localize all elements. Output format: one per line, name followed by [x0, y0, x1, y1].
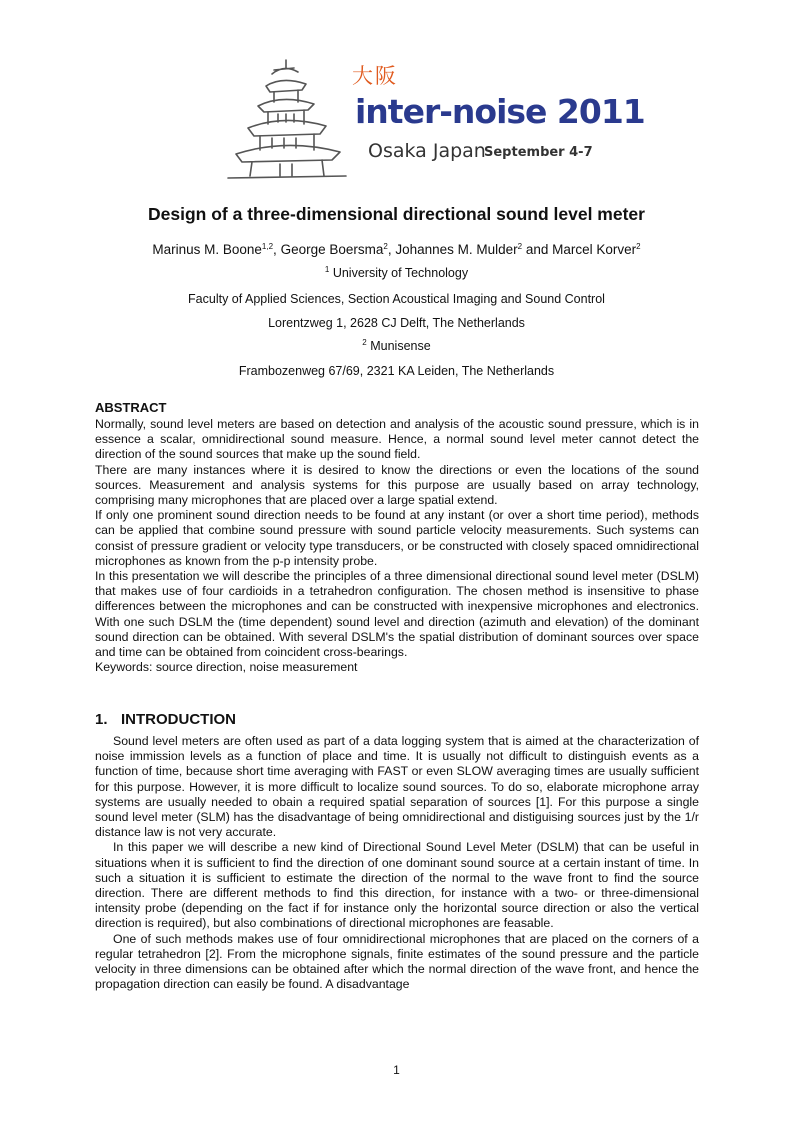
logo-kanji: 大阪 — [352, 64, 398, 88]
body-paragraph: Sound level meters are often used as part of a data logging system that is aimed at the characterization of noise immission levels as a function of place and time. It is usually not difficult to distinguish events as a function of time, because short time averaging with FAST or even SLOW averaging times are usually sufficient for this purpose. However, it is more difficult to localize sound sources. To do so, elaborate microphone array systems are usually needed to obain a required spatial separation of sources [1]. For this purpose a single sound level meter (SLM) has the disadvantage of being omnidirectional and distiguising sources just by the 1/r distance law is not very accurate. — [95, 734, 699, 840]
paper-title: Design of a three-dimensional directional sound level meter — [148, 204, 645, 224]
author-name: Marinus M. Boone — [152, 242, 262, 257]
affiliation-name: Munisense — [370, 339, 431, 353]
affiliation-1-address: Lorentzweg 1, 2628 CJ Delft, The Netherlands — [268, 316, 525, 330]
abstract-paragraph: Normally, sound level meters are based on detection and analysis of the acoustic sound pressure, which is in essence a scalar, omnidirectional sound measure. Hence, a normal sound level meter cannot detect the direction of the sound sources that make up the sound field. — [95, 417, 699, 462]
affiliation-1 — [0, 266, 793, 280]
page-number: 1 — [393, 1063, 400, 1077]
body-paragraph: One of such methods makes use of four omnidirectional microphones that are placed on the corners of a regular tetrahedron [2]. From the microphone signals, finite estimates of the sound pressure and the particle velocity in three dimensions can be obtained after which the normal direction of the wave front, and hence the propagation direction can easily be found. A disadvantage — [95, 931, 699, 992]
author-separator: , — [387, 242, 396, 257]
logo-place: Osaka Japan — [368, 140, 486, 162]
osaka-castle-icon — [222, 56, 352, 186]
conference-logo — [222, 56, 645, 186]
affiliation-1-department: Faculty of Applied Sciences, Section Acoustical Imaging and Sound Control — [188, 292, 605, 306]
section-heading-introduction — [95, 711, 236, 728]
abstract-heading: ABSTRACT — [95, 400, 167, 415]
keywords: Keywords: source direction, noise measurement — [95, 660, 358, 675]
logo-date: September 4-7 — [484, 145, 593, 160]
author-separator: and — [522, 242, 553, 257]
affiliation-2-address: Frambozenweg 67/69, 2321 KA Leiden, The Netherlands — [238, 364, 555, 378]
author-name: George Boersma — [280, 242, 384, 257]
logo-conference-name: inter-noise 2011 — [355, 92, 645, 131]
section-number: 1. — [95, 711, 108, 728]
abstract-paragraph: If only one prominent sound direction needs to be found at any instant (or over a short time period), methods can be applied that combine sound pressure with sound particle velocity measurements. Such systems can consist of pressure gradient or velocity type transducers, or be constructed with closely spaced omnidirectional microphones as known from the p-p intensity probe. — [95, 508, 699, 568]
abstract-paragraph: There are many instances where it is desired to know the directions or even the locations of the sound sources. Measurement and analysis systems for this purpose are usually based on array technology, comprising many microphones that are placed over a large spatial extend. — [95, 462, 699, 508]
author-affiliation-mark: 2 — [383, 242, 388, 251]
affiliation-name: University of Technology — [332, 266, 469, 280]
author-affiliation-mark: 1,2 — [261, 242, 274, 251]
introduction-body — [95, 734, 699, 992]
abstract-body — [95, 417, 699, 675]
affiliation-mark: 2 — [362, 338, 367, 347]
author-list — [0, 242, 793, 257]
author-name: Johannes M. Mulder — [395, 242, 518, 257]
section-title: INTRODUCTION — [121, 711, 236, 728]
author-separator: , — [273, 242, 281, 257]
author-affiliation-mark: 2 — [517, 242, 523, 251]
affiliation-2 — [0, 339, 793, 353]
body-paragraph: In this paper we will describe a new kind of Directional Sound Level Meter (DSLM) that can be useful in situations when it is sufficient to find the direction of one dominant sound source at a certain instant of time. In such a situation it is sufficient to estimate the direction of the normal to the wave front to find the source direction. There are different methods to find this direction, for instance with a two- or three-dimensional intensity probe (depending on the fact if for instance only the horizontal source direction or also the vertical direction is required), but also combinations of directional microphones are feasable. — [95, 840, 699, 931]
author-affiliation-mark: 2 — [636, 242, 641, 251]
author-name: Marcel Korver — [552, 242, 637, 257]
affiliation-mark: 1 — [324, 265, 330, 274]
abstract-paragraph: In this presentation we will describe the principles of a three dimensional directional sound level meter (DSLM) that makes use of four cardioids in a tetrahedron configuration. The chosen method is insensitive to phase differences between the microphones and can be constructed with inexpensive microphones and electronics. With one such DSLM the (time dependent) sound level and direction (azimuth and elevation) of the dominant sound direction can be obtained. With several DSLM's the spatial distribution of dominant sources over space and time can be obtained from coincident cross-bearings. — [95, 569, 699, 660]
